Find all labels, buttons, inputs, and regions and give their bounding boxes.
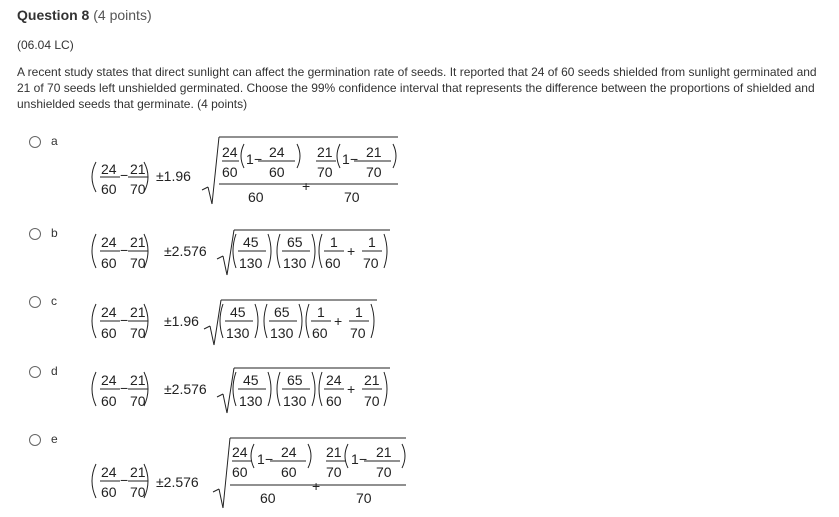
- c-den1: 60: [101, 325, 117, 341]
- a-sample1: 60: [248, 189, 264, 205]
- a-num1: 24: [101, 161, 117, 177]
- d-minus: −: [120, 380, 129, 396]
- d-p1-num: 45: [243, 372, 259, 388]
- c-p2-num: 65: [274, 304, 290, 320]
- b-p2-num: 65: [287, 234, 303, 250]
- a-p2-num: 21: [317, 144, 333, 160]
- e-sample1: 60: [260, 490, 276, 506]
- e-den1: 60: [101, 484, 117, 500]
- e-q2-den: 70: [376, 464, 392, 480]
- d-den1: 60: [101, 393, 117, 409]
- c-minus: −: [120, 312, 129, 328]
- e-q2-num: 21: [376, 444, 392, 460]
- a-plus: +: [302, 178, 311, 194]
- d-num1: 24: [101, 372, 117, 388]
- a-den1: 60: [101, 181, 117, 197]
- a-one-2: 1: [342, 151, 350, 167]
- b-f2-num: 1: [368, 234, 376, 250]
- d-p1-den: 130: [239, 393, 263, 409]
- e-minus-2: −: [359, 451, 368, 467]
- e-q1-den: 60: [281, 464, 297, 480]
- c-zvalue: ±1.96: [164, 313, 199, 329]
- d-plus: +: [347, 381, 356, 397]
- e-zvalue: ±2.576: [156, 474, 199, 490]
- question-number: Question 8: [17, 7, 90, 23]
- option-letter-c: c: [51, 294, 57, 308]
- option-letter-a: a: [51, 134, 58, 148]
- formula-b: [86, 226, 406, 278]
- d-zvalue: ±2.576: [164, 381, 207, 397]
- e-minus-1: −: [265, 451, 274, 467]
- d-p2-den: 130: [283, 393, 307, 409]
- b-f1-den: 60: [325, 255, 341, 271]
- formula-c: [86, 296, 406, 348]
- a-sample2: 70: [344, 189, 360, 205]
- c-p1-num: 45: [230, 304, 246, 320]
- e-den2: 70: [130, 484, 146, 500]
- a-minus-1: −: [254, 151, 263, 167]
- c-num2: 21: [130, 304, 146, 320]
- d-num2: 21: [130, 372, 146, 388]
- c-plus: +: [334, 313, 343, 329]
- question-points: (4 points): [93, 7, 152, 23]
- c-den2: 70: [130, 325, 146, 341]
- e-p1-num: 24: [232, 444, 248, 460]
- a-p1-den: 60: [222, 164, 238, 180]
- c-f1-num: 1: [317, 304, 325, 320]
- e-p1-den: 60: [232, 464, 248, 480]
- a-q1-num: 24: [269, 144, 285, 160]
- c-f2-den: 70: [350, 325, 366, 341]
- e-q1-num: 24: [281, 444, 297, 460]
- radio-button-b[interactable]: [29, 228, 41, 240]
- b-p1-num: 45: [243, 234, 259, 250]
- d-f1-num: 24: [326, 372, 342, 388]
- a-one-1: 1: [246, 151, 254, 167]
- radio-button-c[interactable]: [29, 296, 41, 308]
- b-num2: 21: [130, 234, 146, 250]
- e-minus: −: [120, 472, 129, 488]
- a-zvalue: ±1.96: [156, 168, 191, 184]
- b-p2-den: 130: [283, 255, 307, 271]
- a-num2: 21: [130, 161, 146, 177]
- c-f2-num: 1: [355, 304, 363, 320]
- question-title: [17, 7, 152, 23]
- d-f1-den: 60: [326, 393, 342, 409]
- b-num1: 24: [101, 234, 117, 250]
- b-p1-den: 130: [239, 255, 263, 271]
- e-one-2: 1: [351, 451, 359, 467]
- e-sample2: 70: [356, 490, 372, 506]
- e-p2-num: 21: [326, 444, 342, 460]
- b-den1: 60: [101, 255, 117, 271]
- c-f1-den: 60: [312, 325, 328, 341]
- question-text: A recent study states that direct sunlight can affect the germination rate of seeds. It reported that 24 of 60 seeds shielded from sunlight germinated and 21 of 70 seeds left unshielded germinated. Choose the 99% confidence interval that represents the difference between the proportions of shielded and unshielded seeds that germinate. (4 points): [17, 65, 817, 111]
- option-letter-b: b: [51, 226, 58, 240]
- b-plus: +: [347, 243, 356, 259]
- a-minus-2: −: [350, 151, 359, 167]
- d-den2: 70: [130, 393, 146, 409]
- question-code: (06.04 LC): [17, 38, 74, 52]
- d-f2-num: 21: [364, 372, 380, 388]
- option-letter-d: d: [51, 364, 58, 378]
- option-letter-e: e: [51, 432, 58, 446]
- formula-d: [86, 364, 406, 416]
- e-num2: 21: [130, 464, 146, 480]
- a-p1-num: 24: [222, 144, 238, 160]
- d-f2-den: 70: [364, 393, 380, 409]
- a-q2-den: 70: [366, 164, 382, 180]
- formula-e: [86, 434, 416, 514]
- a-q1-den: 60: [269, 164, 285, 180]
- c-p2-den: 130: [270, 325, 294, 341]
- e-one-1: 1: [257, 451, 265, 467]
- a-q2-num: 21: [366, 144, 382, 160]
- c-num1: 24: [101, 304, 117, 320]
- a-minus: −: [120, 167, 129, 183]
- b-zvalue: ±2.576: [164, 243, 207, 259]
- radio-button-a[interactable]: [29, 136, 41, 148]
- b-f1-num: 1: [330, 234, 338, 250]
- d-p2-num: 65: [287, 372, 303, 388]
- e-p2-den: 70: [326, 464, 342, 480]
- b-den2: 70: [130, 255, 146, 271]
- b-minus: −: [120, 242, 129, 258]
- c-p1-den: 130: [226, 325, 250, 341]
- e-num1: 24: [101, 464, 117, 480]
- radio-button-d[interactable]: [29, 366, 41, 378]
- b-f2-den: 70: [363, 255, 379, 271]
- e-plus: +: [312, 478, 321, 494]
- radio-button-e[interactable]: [29, 434, 41, 446]
- a-p2-den: 70: [317, 164, 333, 180]
- a-den2: 70: [130, 181, 146, 197]
- formula-a: [86, 134, 406, 214]
